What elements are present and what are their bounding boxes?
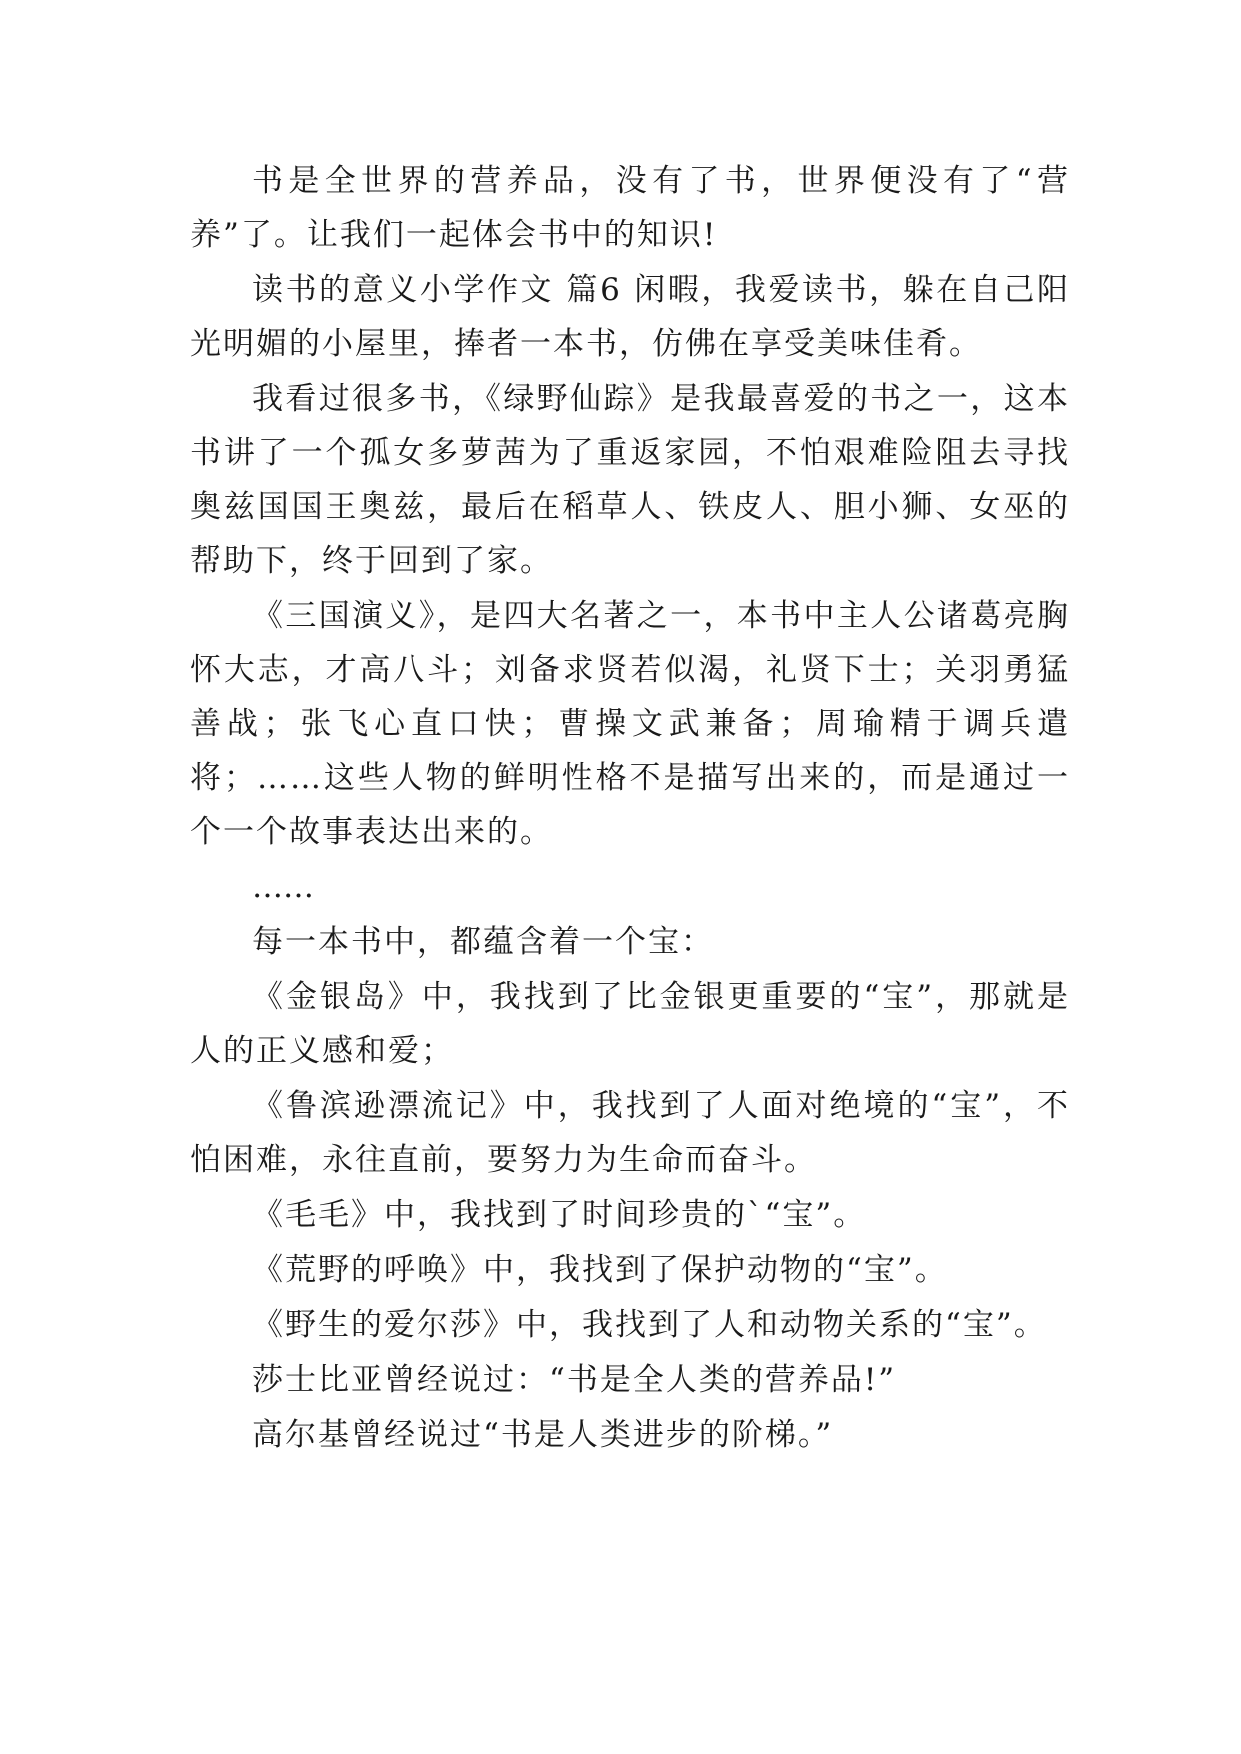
- paragraph: 《荒野的呼唤》中，我找到了保护动物的“宝”。: [252, 1252, 948, 1288]
- paragraph: 《野生的爱尔莎》中，我找到了人和动物关系的“宝”。: [252, 1307, 1047, 1343]
- paragraph: 读书的意义小学作文 篇6 闲暇，我爱读书，躲在自己阳光明媚的小屋里，捧者一本书，仿佛在享受美味佳肴。: [190, 272, 1070, 362]
- paragraph-ellipsis: ……: [252, 869, 314, 905]
- paragraph: 《毛毛》中，我找到了时间珍贵的`“宝”。: [252, 1197, 867, 1233]
- paragraph: 书是全世界的营养品，没有了书，世界便没有了“营养”了。让我们一起体会书中的知识!: [190, 163, 1070, 253]
- paragraph: 每一本书中，都蕴含着一个宝：: [252, 924, 714, 960]
- paragraph: 高尔基曾经说过“书是人类进步的阶梯。”: [252, 1417, 834, 1453]
- paragraph: 《金银岛》中，我找到了比金银更重要的“宝”，那就是人的正义感和爱；: [190, 979, 1070, 1069]
- paragraph: 《鲁滨逊漂流记》中，我找到了人面对绝境的“宝”，不怕困难，永往直前，要努力为生命而奋斗。: [190, 1088, 1070, 1178]
- paragraph: 我看过很多书，《绿野仙踪》是我最喜爱的书之一，这本书讲了一个孤女多萝茜为了重返家园，不怕艰难险阻去寻找奥兹国国王奥兹，最后在稻草人、铁皮人、胆小狮、女巫的帮助下，终于回到了家。: [190, 381, 1070, 579]
- paragraph: 《三国演义》，是四大名著之一，本书中主人公诸葛亮胸怀大志，才高八斗；刘备求贤若似渴，礼贤下士；关羽勇猛善战；张飞心直口快；曹操文武兼备；周瑜精于调兵遣将；……这些人物的鲜明性格不是描写出来的，而是通过一个一个故事表达出来的。: [190, 598, 1070, 850]
- document-body: [190, 154, 1070, 1463]
- paragraph: 莎士比亚曾经说过：“书是全人类的营养品!”: [252, 1362, 897, 1398]
